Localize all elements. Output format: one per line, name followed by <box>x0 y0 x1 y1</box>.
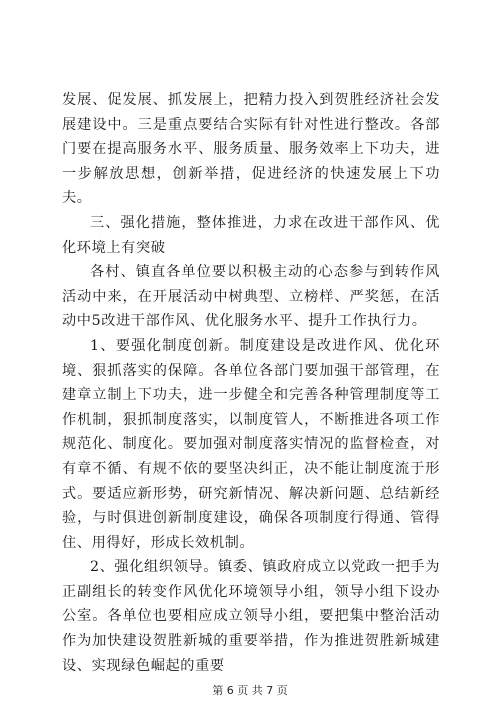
paragraph-1: 发展、促发展、抓发展上，把精力投入到贺胜经济社会发展建设中。三是重点要结合实际有针对性进行整改。各部门要在提高服务水平、服务质量、服务效率上下功夫，进一步解放思想，创新举措，促进经济的快速发展上下功夫。 <box>62 92 440 207</box>
document-body <box>62 88 440 678</box>
page-footer: 第 6 页 共 7 页 <box>212 684 288 697</box>
section-heading-3: 三、强化措施，整体推进，力求在改进干部作风、优化环境上有突破 <box>62 214 440 256</box>
paragraph-5: 2、强化组织领导。镇委、镇政府成立以党政一把手为正副组长的转变作风优化环境领导小组，领导小组下设办公室。各单位也要相应成立领导小组，要把集中整治活动作为加快建设贺胜新城的重要举措，作为推进贺胜新城建设、实现绿色崛起的重要 <box>62 559 440 674</box>
paragraph-3: 各村、镇直各单位要以积极主动的心态参与到转作风活动中来，在开展活动中树典型、立榜样、严奖惩，在活动中5改进干部作风、优化服务水平、提升工作执行力。 <box>62 264 440 330</box>
paragraph-4: 1、要强化制度创新。制度建设是改进作风、优化环境、狠抓落实的保障。各单位各部门要加强干部管理，在建章立制上下功夫，进一步健全和完善各种管理制度等工作机制，狠抓制度落实，以制度管人，不断推进各项工作规范化、制度化。要加强对制度落实情况的监督检查，对有章不循、有规不依的要坚决纠正，决不能让制度流于形式。要适应新形势，研究新情况、解决新问题、总结新经验，与时俱进创新制度建设，确保各项制度行得通、管得住、用得好，形成长效机制。 <box>62 337 440 551</box>
